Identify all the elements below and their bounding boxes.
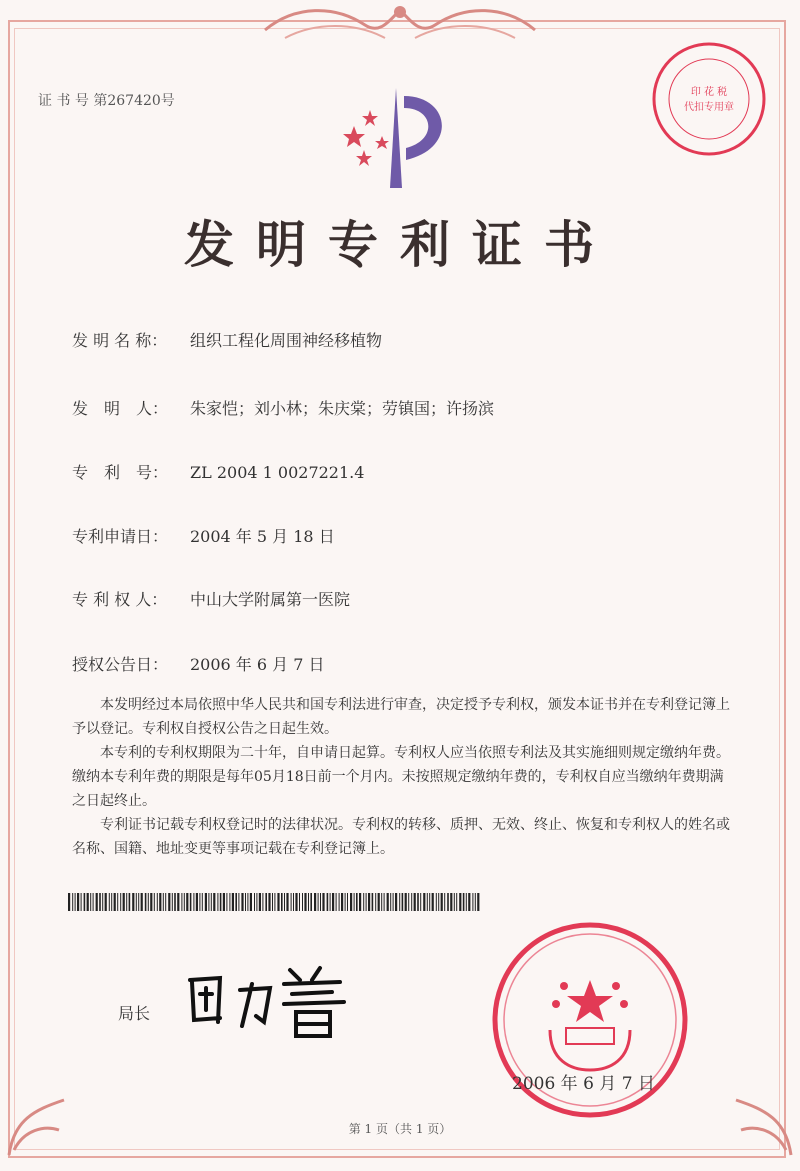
field-label: 发 明 人： <box>72 399 169 418</box>
body-paragraph: 专利证书记载专利权登记时的法律状况。专利权的转移、质押、无效、终止、恢复和专利权人的姓名或名称、国籍、地址变更等事项记载在专利登记簿上。 <box>72 817 730 857</box>
field-value: 中山大学附属第一医院 <box>190 590 351 609</box>
field-label: 专 利 号： <box>72 463 169 482</box>
barcode-icon <box>68 893 480 911</box>
director-label: 局长 <box>118 1004 151 1023</box>
field-value: 2006 年 6 月 7 日 <box>190 655 325 674</box>
field-grant-date <box>72 652 325 675</box>
field-label: 专利申请日： <box>72 527 169 546</box>
field-inventors <box>72 396 494 419</box>
patent-office-logo-icon <box>330 88 460 188</box>
field-value: 朱家恺；刘小林；朱庆棠；劳镇国；许扬滨 <box>190 399 495 418</box>
top-ornament-icon <box>255 0 545 46</box>
director-signature-icon <box>180 960 360 1040</box>
field-value: ZL 2004 1 0027221.4 <box>190 463 365 482</box>
field-patent-number <box>72 460 364 483</box>
field-invention-name <box>72 328 382 351</box>
field-label: 授权公告日： <box>72 655 169 674</box>
certificate-number: 证 书 号 第267420号 <box>38 93 175 109</box>
svg-text:代扣专用章: 代扣专用章 <box>684 102 734 113</box>
body-paragraph: 本发明经过本局依照中华人民共和国专利法进行审查，决定授予专利权，颁发本证书并在专利登记簿上予以登记。专利权自授权公告之日起生效。 <box>72 697 730 737</box>
field-label: 发 明 名 称： <box>72 331 168 350</box>
field-patentee <box>72 587 350 610</box>
issue-date: 2006 年 6 月 7 日 <box>512 1074 655 1094</box>
certificate-title: 发明专利证书 <box>184 215 616 274</box>
field-value: 组织工程化周围神经移植物 <box>190 331 383 350</box>
certificate-body <box>72 693 732 861</box>
field-value: 2004 年 5 月 18 日 <box>190 527 335 546</box>
corner-ornament-icon <box>4 1070 74 1160</box>
page-number: 第 1 页（共 1 页） <box>348 1122 452 1136</box>
body-paragraph: 本专利的专利权期限为二十年，自申请日起算。专利权人应当依照专利法及其实施细则规定缴纳年费。缴纳本专利年费的期限是每年05月18日前一个月内。未按照规定缴纳年费的，专利权自应当缴纳年费期满之日起终止。 <box>72 745 730 809</box>
corner-ornament-icon <box>726 1070 796 1160</box>
svg-text:印 花 税: 印 花 税 <box>690 87 728 98</box>
tax-stamp-icon <box>650 40 768 158</box>
field-application-date <box>72 524 335 547</box>
field-label: 专 利 权 人： <box>72 590 168 609</box>
